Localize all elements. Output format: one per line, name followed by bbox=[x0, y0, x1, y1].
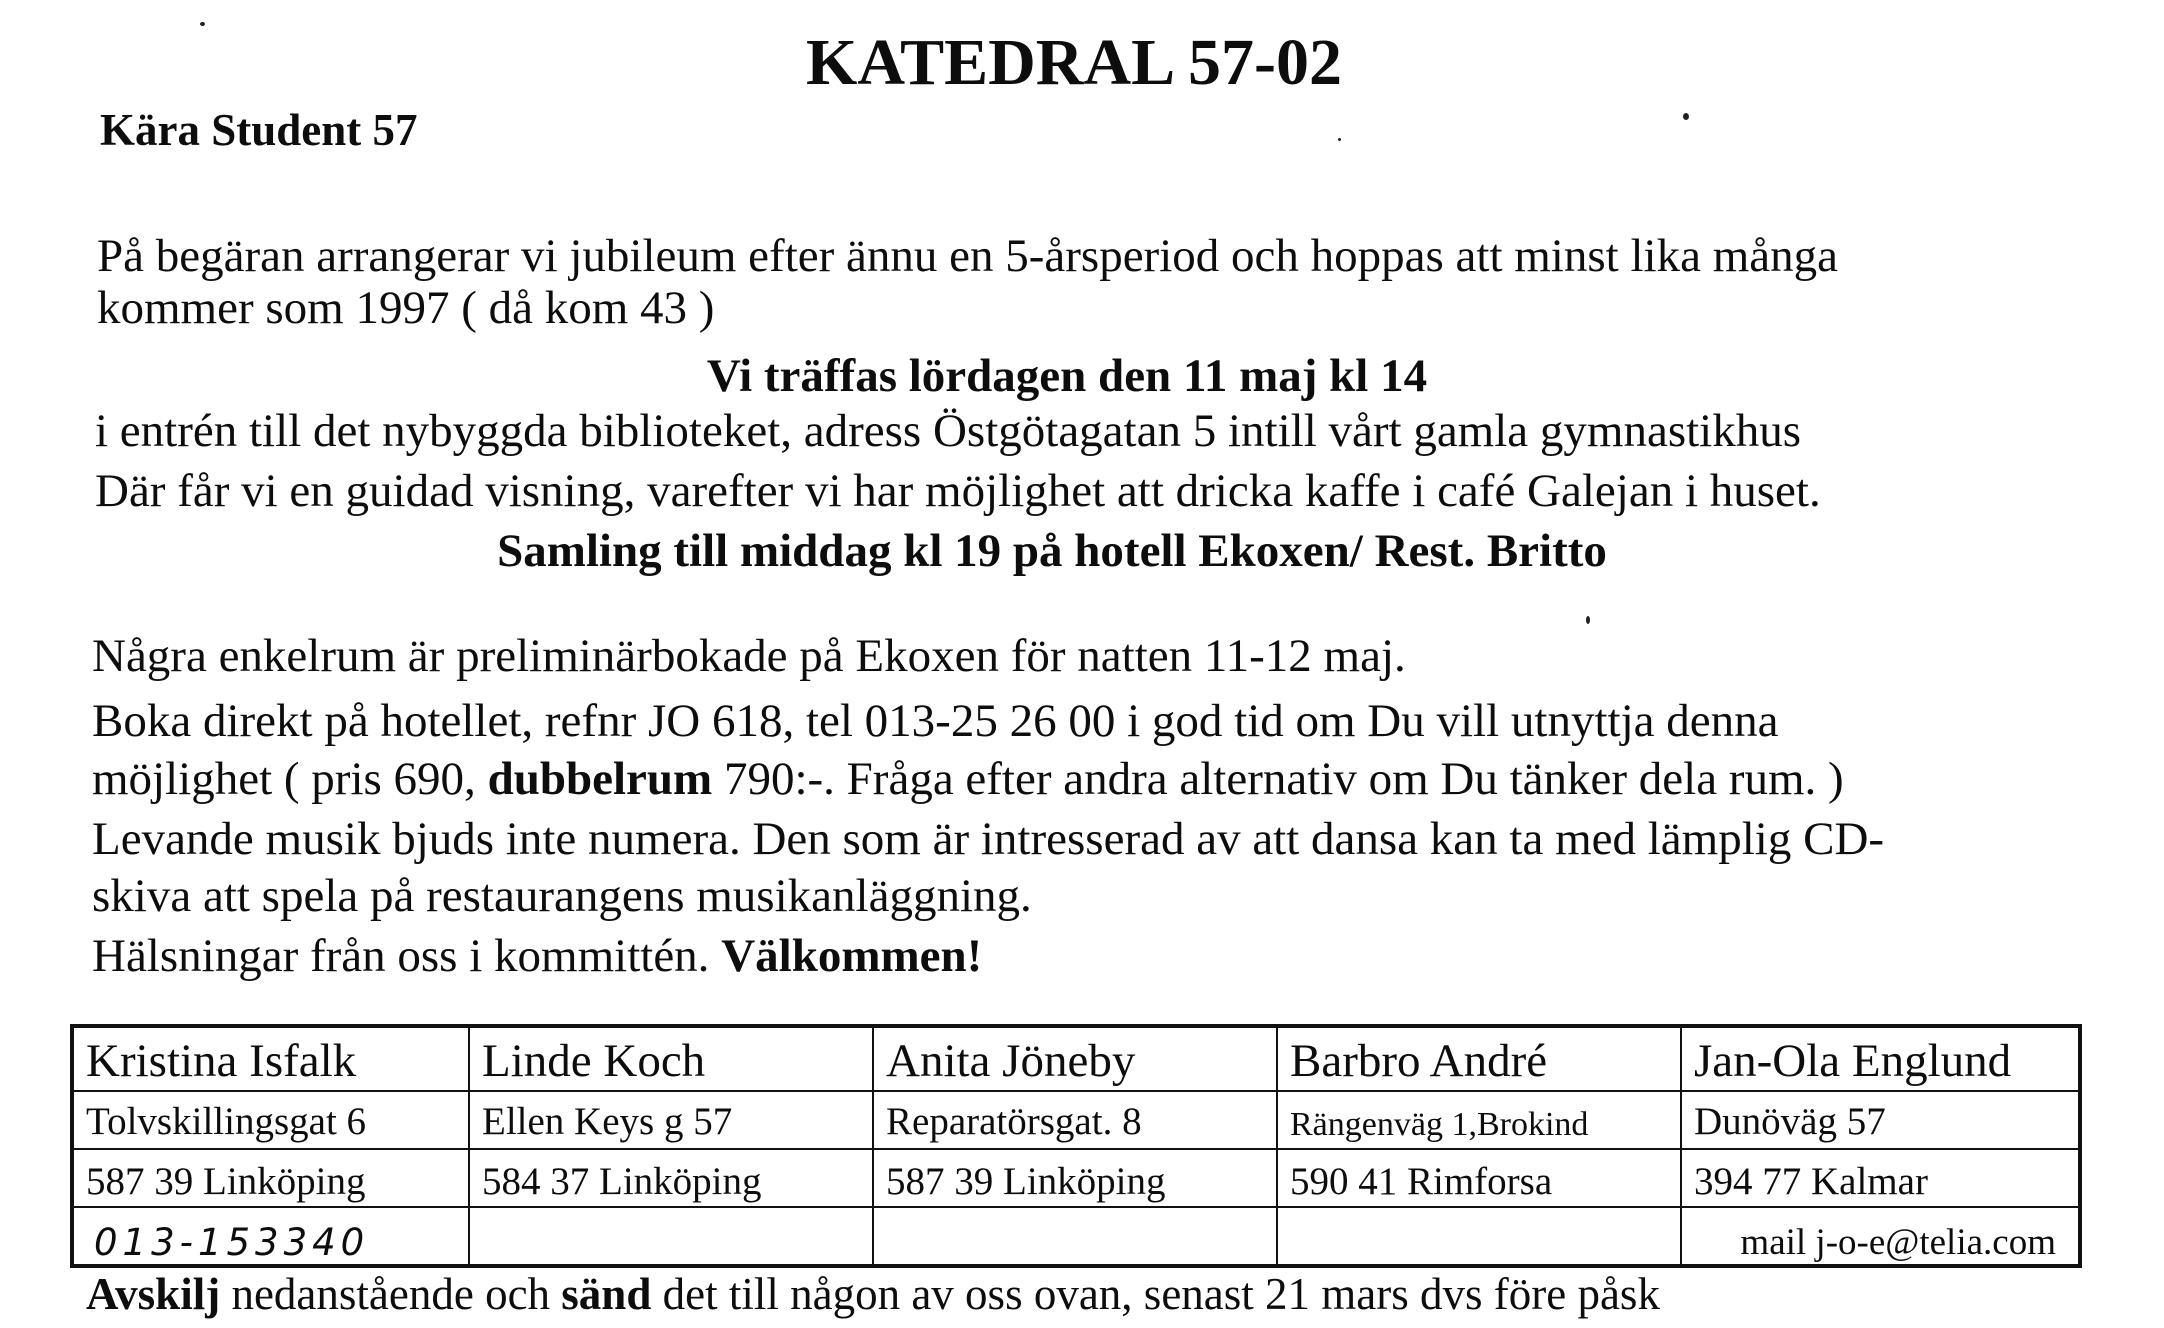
committee-address-5: Dunöväg 57 bbox=[1682, 1092, 2078, 1150]
scan-speck bbox=[1683, 113, 1689, 120]
committee-address-2: Ellen Keys g 57 bbox=[470, 1092, 874, 1150]
paragraph2-line2: Boka direkt på hotellet, refnr JO 618, tel 013-25 26 00 i god tid om Du vill utnyttja denna bbox=[92, 695, 1779, 747]
closing-greeting: Hälsningar från oss i kommittén. bbox=[92, 930, 722, 982]
dinner-notice: Samling till middag kl 19 på hotell Ekoxen/ Rest. Britto bbox=[497, 525, 1607, 577]
scan-speck bbox=[200, 22, 205, 26]
committee-name-4: Barbro André bbox=[1278, 1028, 1682, 1092]
committee-address-1: Tolvskillingsgat 6 bbox=[74, 1092, 470, 1150]
committee-city-3: 587 39 Linköping bbox=[874, 1150, 1278, 1208]
paragraph2-line3 bbox=[92, 753, 1844, 805]
paragraph2-line6 bbox=[92, 930, 983, 982]
committee-name-5: Jan-Ola Englund bbox=[1682, 1028, 2078, 1092]
footer-instruction bbox=[86, 1269, 1660, 1319]
greeting: Kära Student 57 bbox=[100, 105, 418, 155]
footer-part-d: det till någon av oss ovan, senast 21 mars dvs före påsk bbox=[651, 1269, 1660, 1319]
paragraph2-line5: skiva att spela på restaurangens musikanläggning. bbox=[92, 870, 1032, 922]
welcome-text: Välkommen! bbox=[721, 930, 983, 982]
footer-part-b: nedanstående och bbox=[220, 1269, 562, 1319]
footer-part-a: Avskilj bbox=[86, 1269, 221, 1319]
committee-address-3: Reparatörsgat. 8 bbox=[874, 1092, 1278, 1150]
committee-address-4: Rängenväg 1,Brokind bbox=[1278, 1092, 1682, 1150]
scan-speck bbox=[1586, 616, 1590, 624]
document-title: KATEDRAL 57-02 bbox=[806, 26, 1342, 99]
committee-city-2: 584 37 Linköping bbox=[470, 1150, 874, 1208]
committee-city-1: 587 39 Linköping bbox=[74, 1150, 470, 1208]
committee-city-5: 394 77 Kalmar bbox=[1682, 1150, 2078, 1208]
meeting-line1: i entrén till det nybyggda biblioteket, adress Östgötagatan 5 intill vårt gamla gymnastikhus bbox=[95, 405, 1802, 457]
committee-city-4: 590 41 Rimforsa bbox=[1278, 1150, 1682, 1208]
committee-extra-2 bbox=[470, 1208, 874, 1264]
paragraph2-line3-c: 790:-. Fråga efter andra alternativ om Du tänker dela rum. ) bbox=[712, 753, 1844, 805]
paragraph2-line3-b: dubbelrum bbox=[487, 753, 713, 805]
scan-speck bbox=[1338, 138, 1341, 141]
meeting-line2: Där får vi en guidad visning, varefter vi har möjlighet att dricka kaffe i café Galejan i huset. bbox=[95, 465, 1821, 517]
paragraph1-line1: På begäran arrangerar vi jubileum efter ännu en 5-årsperiod och hoppas att minst lika många bbox=[97, 230, 1838, 282]
committee-contacts-table bbox=[70, 1024, 2082, 1268]
committee-name-3: Anita Jöneby bbox=[874, 1028, 1278, 1092]
committee-name-2: Linde Koch bbox=[470, 1028, 874, 1092]
footer-part-c: sänd bbox=[561, 1269, 652, 1319]
meeting-headline: Vi träffas lördagen den 11 maj kl 14 bbox=[706, 350, 1428, 402]
committee-email: mail j-o-e@telia.com bbox=[1740, 1222, 2056, 1263]
handwritten-phone: 013-153340 bbox=[74, 1208, 470, 1264]
paragraph2-line4: Levande musik bjuds inte numera. Den som är intresserad av att dansa kan ta med lämplig CD- bbox=[92, 813, 1885, 865]
committee-extra-4 bbox=[1278, 1208, 1682, 1264]
committee-name-1: Kristina Isfalk bbox=[74, 1028, 470, 1092]
paragraph2-line3-a: möjlighet ( pris 690, bbox=[92, 753, 488, 805]
paragraph1-line2: kommer som 1997 ( då kom 43 ) bbox=[97, 282, 715, 334]
committee-extra-3 bbox=[874, 1208, 1278, 1264]
paragraph2-line1: Några enkelrum är preliminärbokade på Ekoxen för natten 11-12 maj. bbox=[92, 630, 1406, 682]
